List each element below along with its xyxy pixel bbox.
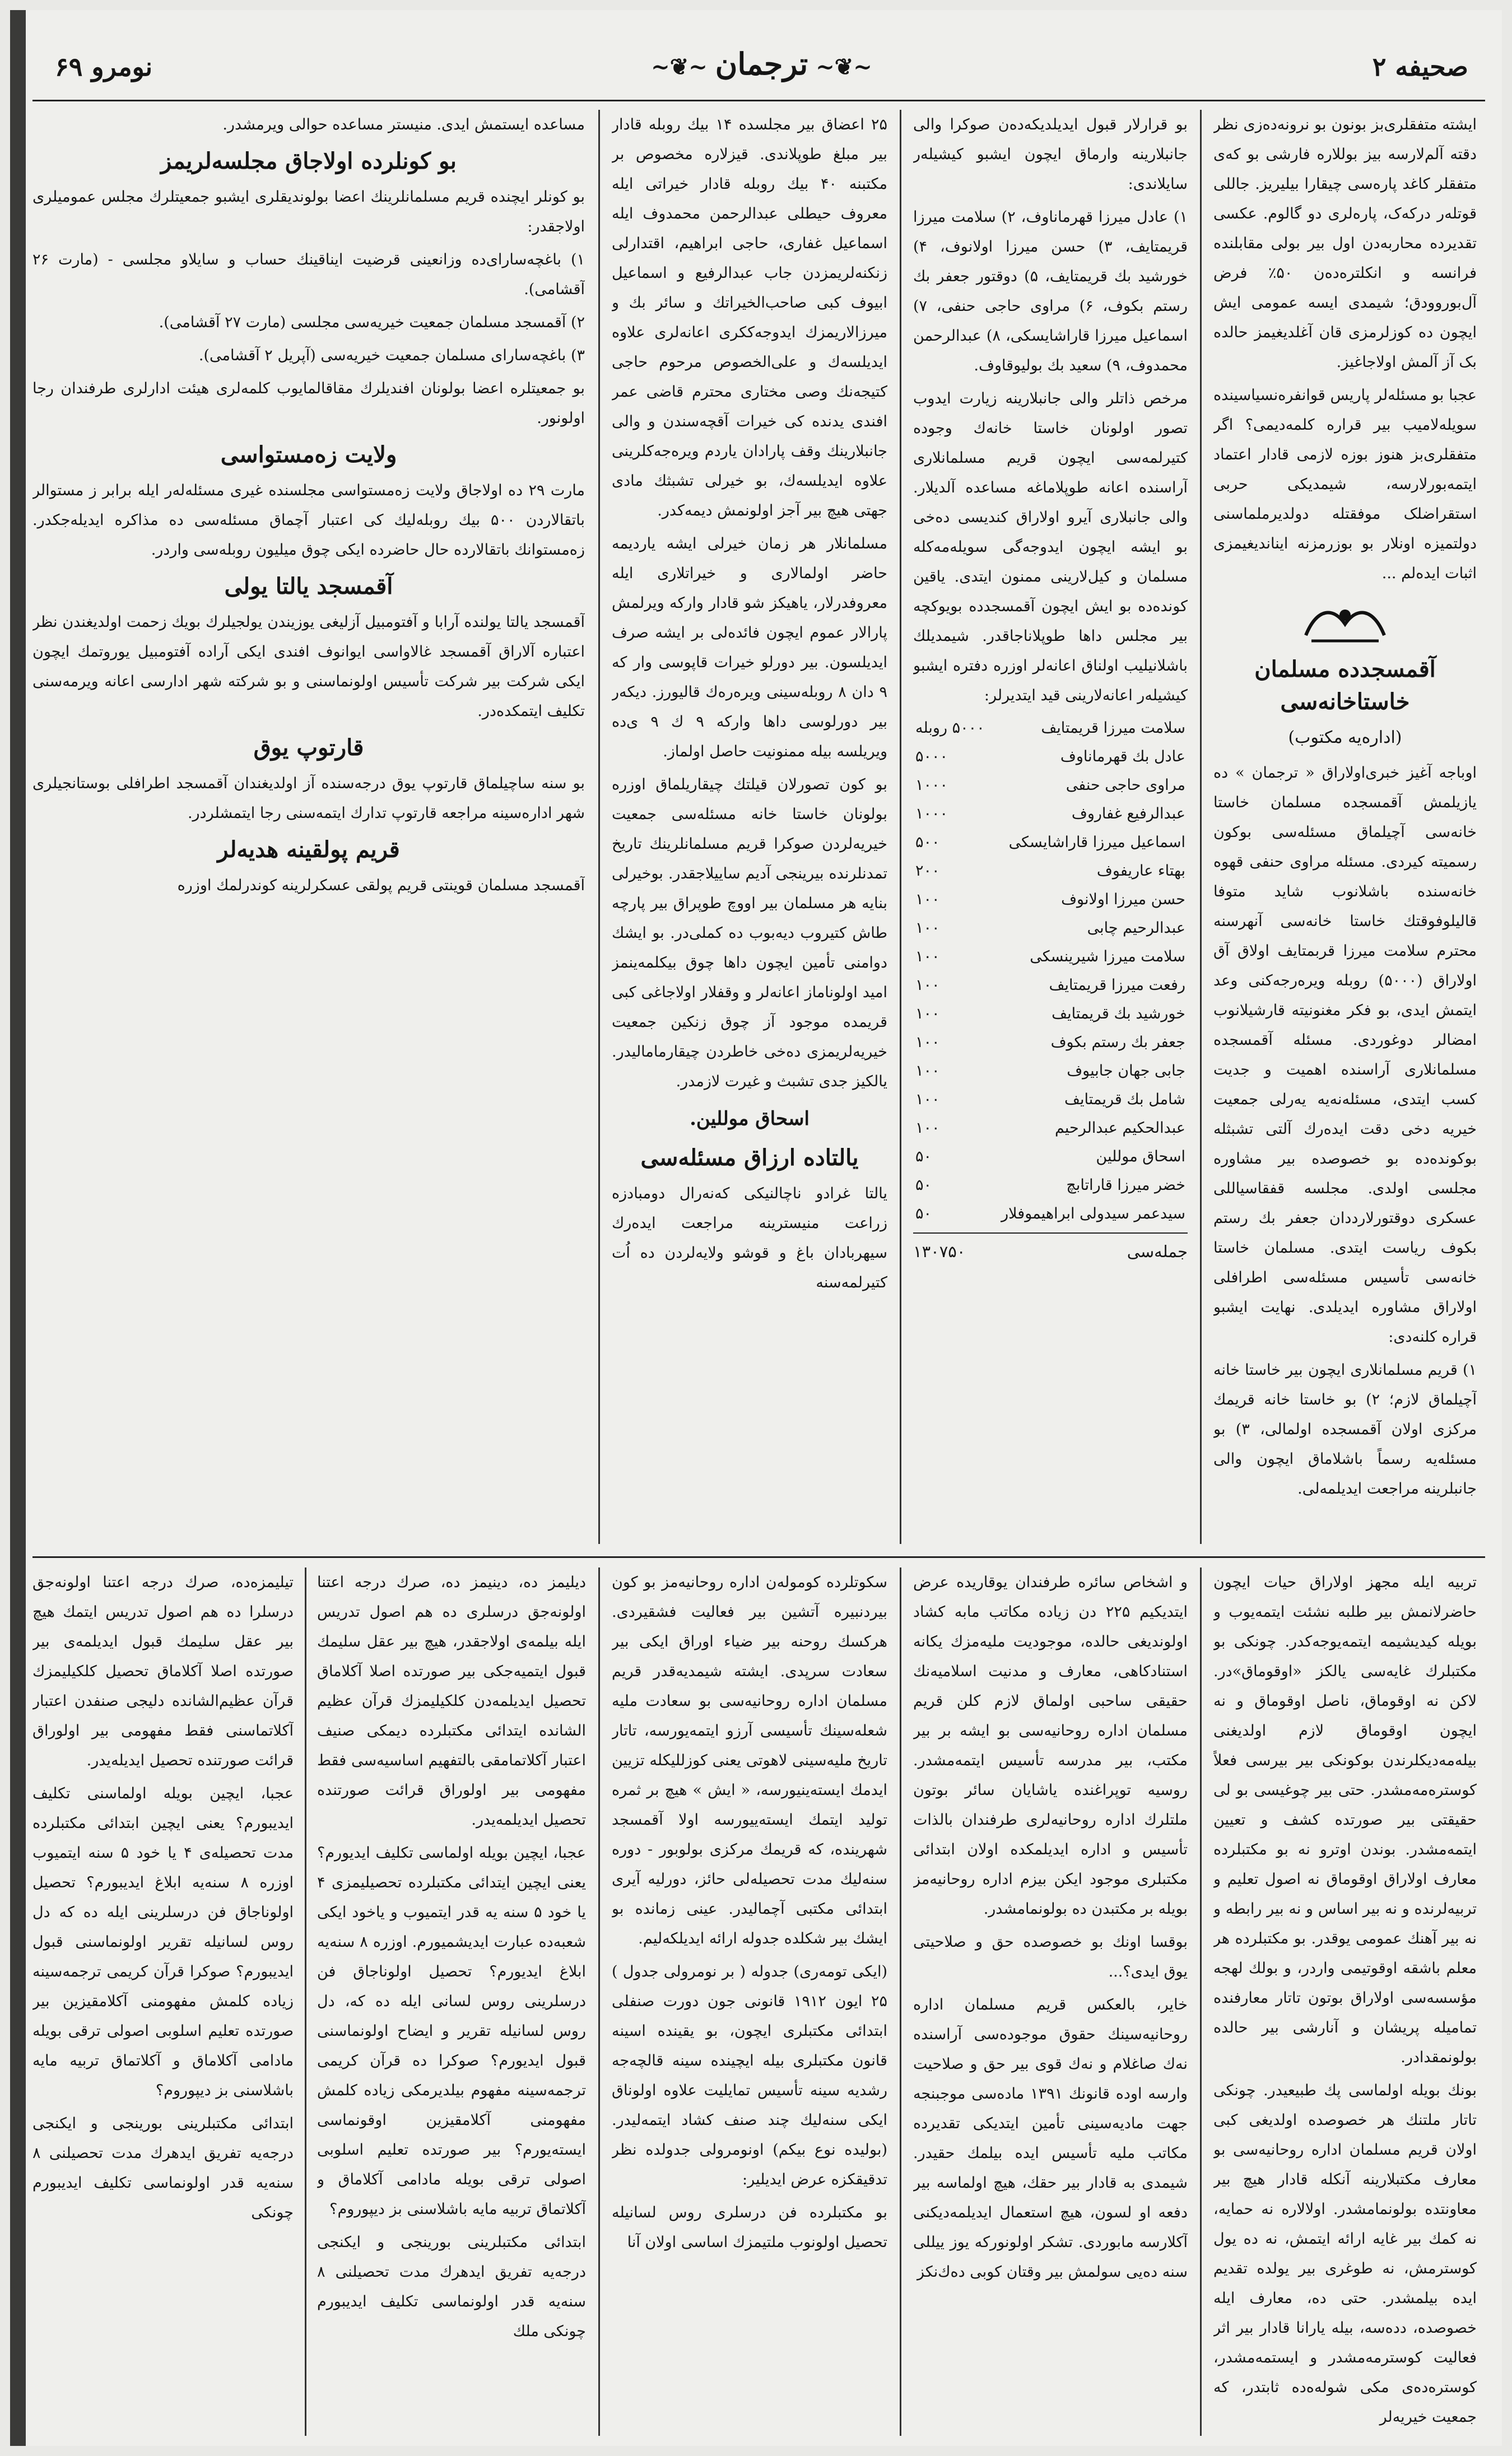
bottom-column-4 xyxy=(317,1567,586,2436)
paragraph: مرخص ذاتلر والی جانبلارینه زیارت ایدوب تصور اولونان خاستا خانه‌ك وجوده کتیرلمه‌سی ایچون قریم مسلمانلاری آراسنده اعانه طوپلاماغه مساعده آلدیلار. والی جانبلاری آیرو اولاراق کندیسی ده‌خی بو ایشه ایچون ایدوجه‌گی سویله‌مه‌کله مسلمان و کیل‌لارینی ممنون ایتدی. یاقین کونده‌ده بو ایش ایچون آقمسجدده بویوکچه بیر مجلس داها طوپلاناجاقدر. شیمدیلك باشلانیلیب اولناق اعانه‌لر اوزره دفتره ایشبو کیشیله‌ر اعانه‌لارینی قید ایتدیرلر: xyxy=(913,390,1188,704)
donation-row xyxy=(913,771,1188,799)
donation-amount: ۱۰۰ xyxy=(915,1034,940,1051)
section-rule xyxy=(32,1556,1485,1558)
donation-row xyxy=(913,714,1188,742)
paragraph: بو کونلر ایچنده قریم مسلمانلرینك اعضا بولوندیقلری ایشبو جمعیتلرك مجلس عمومیلری اولاجقدر: xyxy=(32,188,585,235)
bottom-column-3 xyxy=(612,1567,887,2436)
paragraph: مسلمانلار هر زمان خیرلی ایشه یاردیمه حاضر اولمالاری و خیراتلاری ایله معروفدرلار، یاهیکز شو قادار وارکه ویرلمش پارالار عموم ایچون فائده‌لی بر ایشه صرف ایدیلسون. بیر دورلو خیرات قاپوسی وار که ۹ دان ۸ روبله‌سینی ویره‌ره‌ك قالیورز. دیکه‌ر بیر دورلوسی داها وارکه ۹ ك ۹ ی‌ده ویریلسه بیله ممنونیت حاصل اولماز. xyxy=(612,535,887,760)
donation-amount: ۱۰۰ xyxy=(915,891,940,908)
donation-amount: ۲۰۰ xyxy=(915,862,940,880)
paragraph: یالتا غرادو ناچالنیکی که‌نه‌رال دومبادزه زراعت منیسترینه مراجعت ایده‌رك سیهربادان باغ و قوشو ولایه‌لردن ده اُت کتیرلمه‌سنه xyxy=(612,1185,887,1291)
donor-name: خضر میرزا قاراتابچ xyxy=(1066,1176,1185,1194)
paragraph: ابتدائی مکتبلرینی بورینجی و ایکنجی درجه‌یه تفریق ایدهرك مدت تحصیلنی ۸ سنه‌یه قدر اولونماسی تکلیف ایدیبورم چونکی ملك xyxy=(317,2234,586,2340)
total-value: ۱۳۰۷۵۰ xyxy=(913,1242,966,1261)
paragraph: مساعده ایستمش ایدی. منیستر مساعده حوالی ویرمشدر. xyxy=(222,116,585,133)
donation-row xyxy=(913,971,1188,999)
donor-name: جعفر بك رستم بکوف xyxy=(1050,1034,1185,1051)
donation-row xyxy=(913,1057,1188,1085)
paragraph: بو قرارلار قبول ایدیلدیکه‌ده‌ن صوکرا والی جانبلارینه وارماق ایچون ایشبو کیشیله‌ر سایلاندی: xyxy=(913,116,1188,193)
donation-amount: ۵۰ xyxy=(915,1148,932,1165)
crimea-emblem-icon xyxy=(1295,596,1395,648)
paragraph: ۱) باغچه‌سارای‌ده وزانعینی قرضیت ایناقینك حساب و سایلاو مجلسی - (مارت ۲۶ آقشامی). xyxy=(32,251,585,298)
paragraph: ۱) عادل میرزا قهرماناوف، ۲) سلامت میرزا قریمتایف، ۳) حسن میرزا اولانوف، ۴) خورشید بك قریمتایف، ۵) دوقتور جعفر بك رستم بکوف، ۶) مراوی حاجی حنفی، ۷) اسماعیل میرزا قاراشایسکی، ۸) عبدالرحمن محمدوف، ۹) سعید بك بولیوقاوف. xyxy=(913,208,1188,374)
donation-row xyxy=(913,1171,1188,1199)
paragraph: آقمسجد یالتا یولنده آرابا و آفتومبیل آزلیغی یوزیندن یولجیلرك بویك زحمت اولدیغندن نظر اعتباره آلاراق آقمسجد غالاواسی ایوانوف افندی ایکی آراده آفتومبیل یوروتمك ایچون ایکی شرکت بیر شرکت تأسیس اولونماسنی و بو شرکته شهر ادارسی اعانه ویرمه‌سنی تکلیف ایتمکده‌در. xyxy=(32,613,585,720)
donor-name: رفعت میرزا قریمتایف xyxy=(1049,976,1185,994)
donation-row xyxy=(913,999,1188,1028)
donation-amount: ۱۰۰ xyxy=(915,976,940,994)
paragraph: اوباجه آغیز خبری‌اولاراق « ترجمان » ده یازیلمش آقمسجده مسلمان خاستا خانه‌سی آچیلماق مسئله‌سی بوکون رسمیته کیردی. مسئله مراوی حنفی قهوه خانه‌سنده باشلانوب شاید متوفا قالیلوفوقتك خاستا خانه‌سی آنهرسنه محترم سلامت میرزا قربمتایف اولاق آق اولاراق (۵۰۰۰) روبله ویره‌رجه‌کنی وعد ایتمش ایدی، بو فکر مغنونیته قارشیلانوب امضالر دوغوردی. مسئله آقمسجده مسلمانلاری آراسنده اهمیت و جدیت کسب ایتدی، مسئله‌نه‌یه یه‌رلی جمعیت خیریه دخی دقت ایده‌رك آلتی تشبثله بوکونده‌ده بو خصوصده بیر مشاوره مجلسی اولدی. مجلسه قفقاسیاللی عسکری دوقتورلارددان جعفر بك رستم بکوف ریاست ایتدی. مسلمان خاستا خانه‌سی تأسیس مسئله‌سی اطرافلی اولاراق مشاوره ایدیلدی. نهایت ایشبو قراره کلنه‌دی: xyxy=(1213,764,1477,1346)
column-rule xyxy=(900,1567,901,2436)
paragraph: بو مکتبلرده فن درسلری روس لسانیله تحصیل اولونوب ملتیمزك اساسی اولان آنا xyxy=(612,2204,887,2251)
donor-name: عبدالرفیع غفاروف xyxy=(1071,805,1185,822)
donor-name: خورشید بك قریمتایف xyxy=(1052,1005,1185,1022)
donation-amount: ۱۰۰ xyxy=(915,919,940,937)
paragraph: عجبا، ایچین بویله اولماسنی تکلیف ایدیبورم؟ یعنی ایچین ابتدائی مکتبلرده مدت تحصیله‌ی ۴ یا خود ۵ سنه ایتمیوب اوزره ۸ سنه‌یه ابلاغ ایدیبورم؟ تحصیل اولوناجاق فن درسلرینی ایله ده که دل روس لسانیله تقریر اولونماسنی قبول ایدیبورم؟ صوکرا قرآن کریمی ترجمه‌سینه زیاده کلمش مفهومنی آکلامقیزین بیر صورتده تعلیم اسلوبی اصولی ترقی بویله مادامی آکلاماق و آکلاتماق تربیه مایه باشلاسنی بز دیپوروم؟ xyxy=(32,1785,294,2099)
donor-name: اسحاق موللین xyxy=(1096,1148,1185,1165)
paragraph: (ایکی تو‌مه‌ری) جدوله ( بر نومرولی جدول ) ۲۵ ایون ۱۹۱۲ قانونی جون دورت صنفلی ابتدائی مکتبلری ایچون، بو یقینده اسینه قانون مکتبلری بیله ایچینده سینه قالچه‌جه رشدیه سینه تأسیس تمایلیت علاوه اولوناق ایکی سنه‌لیك چند صنف کشاد ایتمه‌لیدر. (بولیده نوع بیکم) اونومرولی جدولده نظر تدقیقکزه عرض ایدیلیر: xyxy=(612,1963,887,2188)
bottom-column-5 xyxy=(32,1567,294,2436)
donor-name: مراوی حاجی حنفی xyxy=(1066,776,1185,794)
donor-name: اسماعیل میرزا قاراشایسکی xyxy=(1008,834,1185,851)
article-title: یالتاده ارزاق مسئله‌سی xyxy=(640,1145,859,1171)
page-header xyxy=(44,30,1480,103)
paragraph: عجبا بو مسئله‌لر پاریس قوانفره‌نسیاسینده سویله‌لامیب بیر قراره کلمه‌دیمی؟ اگر متفقلر‌ی‌بز هنوز بوزه لازمی قادار اعتماد ایتمه‌بورلارسه، شیمدیکی حربی استقراضلک موفقتله دولدیرملماسنی دولتمیزه اونلار بو بوزرمزنه ایناندیغیمزی اثبات ایده‌لم ... xyxy=(1213,387,1477,582)
donation-row xyxy=(913,742,1188,771)
article-title: قارتوپ یوق xyxy=(253,734,364,761)
column-rule xyxy=(1200,110,1202,1544)
paragraph: بونك بویله اولماسی پك طبیعیدر. چونکی تاتار ملتنك هر خصوصده اولدیغی کبی اولان قریم مسلمان اداره روحانیه‌سی بو معارف مکتبلارینه آنکله قادار هیچ بیر معاونتده بولونمامشدر. اولالاره نه حمایه، نه کمك بیر غایه ارائه ایتمش، نه ده یول کوسترمش، نه طوغری بیر یولده تقدیم ایده بیلمشدر. حتی ده، معارف ایله خصوصده، دده‌سه، بیله یارانا قادار بیر اثر فعالیت کوسترمه‌مشدر و ایستمه‌مشدر، کوستره‌ده‌ی مکی شوله‌ه‌ده ثابتدر، که جمعیت خیریه‌لر xyxy=(1213,2082,1477,2426)
column-rule xyxy=(305,1567,306,2436)
paragraph: ۱) قریم مسلمانلاری ایچون بیر خاستا خانه آچیلماق لازم؛ ۲) بو خاستا خانه قریمك مرکزی اولان آقمسجده اولمالی، ۳) بو مسئله‌یه رسماً باشلاماق ایچون والی جانبلرینه مراجعت ایدیلمه‌لی. xyxy=(1213,1361,1477,1497)
donation-row xyxy=(913,1142,1188,1171)
issue-number: نومرو ۶۹ xyxy=(55,52,153,82)
donor-name: عادل بك قهرماناوف xyxy=(1060,748,1185,765)
masthead: ~❦~ ترجمان ~❦~ xyxy=(643,46,880,82)
donation-row xyxy=(913,828,1188,857)
paragraph: ۲) آقمسجد مسلمان جمعیت خیریه‌سی مجلسی (مارت ۲۷ آقشامی). xyxy=(159,314,585,331)
paragraph: ۳) باغچه‌سارای مسلمان جمعیت خیریه‌سی (آپریل ۲ آقشامی). xyxy=(198,347,585,364)
donation-table xyxy=(913,714,1188,1228)
donor-name: سلامت میرزا شیرینسکی xyxy=(1030,948,1185,965)
donation-amount: ۵۰ xyxy=(915,1205,932,1222)
donation-amount: ۱۰۰ xyxy=(915,1062,940,1080)
article-subtitle: (اداره‌یه مکتوب) xyxy=(1288,728,1402,747)
donation-row xyxy=(913,799,1188,828)
donor-name: حسن میرزا اولانوف xyxy=(1061,891,1185,908)
donor-name: سلامت میرزا قریمتایف xyxy=(1041,719,1185,737)
article-title: ولایت زه‌مستواسی xyxy=(220,441,397,468)
paragraph: عجبا، ایچین بویله اولماسی تکلیف ایدیورم؟ یعنی ایچین ایتدائی مکتبلرده تحصیلیمزی ۴ یا خود ۵ سنه یه قدر ایتمیوب و یاخود ایکی شعبه‌ده عبارت ایدیشمیورم. اوزره ۸ سنه‌یه ابلاغ ایدیورم؟ تحصیل اولوناجاق فن درسلرینی روس لسانی ایله ده که، دل روس لسانیله تقریر و ایضاح اولونماسنی قبول ایدیورم؟ صوکرا ده قرآن کریمی ترجمه‌سینه مفهوم بیلدیرمکی زیاده کلمش مفهومنی آکلامقیزین اوقونماسی ایسته‌یورم؟ بیر صورتده تعلیم اسلوبی اصولی ترقی بویله مادامی آکلاماق و آکلاتماق تربیه مایه باشلاسنی بز دیپوروم؟ xyxy=(317,1844,586,2218)
paragraph: ایشته متفقلری‌بز بونون بو نرونه‌ده‌زی نظر دقته آلم‌لارسه بیز بوللاره فارشی بو که‌ی متفقلر کاغد پاره‌سی چیقارا بیلیریز. جاللی قوتله‌ر درکه‌ک، پاره‌لری دو گالوم. عکسی تقدیرده محاربه‌دن اول بیر بولی مقابلنده فرانسه و انکلتره‌ده‌ن ۵۰٪ فرض آل‌بوروودق؛ شیمدی ایسه عمومی ایش ایچون ده کوزلرمزی قان آغلدیغیمز حالده بک آز آلمش اولاجاغیز. xyxy=(1213,116,1477,371)
page-number: صحیفه ۲ xyxy=(1372,52,1468,82)
donation-amount: ۱۰۰۰ xyxy=(915,776,948,794)
donation-row xyxy=(913,942,1188,971)
donation-total xyxy=(913,1232,1188,1267)
paragraph: ۲۵ اعضاق بیر مجلسده ۱۴ بیك روبله قادار بیر مبلغ طوپلاندی. قیزلاره مخصوص بر مکتبنه ۴۰ بیك روبله قادار خیراتی ایله معروف حیطلی عبدالرحمن محمدوف ایله اسماعیل غفاری، حاجی ابراهیم، اقتدارلی زنکنه‌لریمزدن جاب عبدالرفیع و اسماعیل ابیوف کبی صاحب‌الخیراتك و سائر بك و میرزالاریمزك ایدوجه‌ککری اعانه‌لری علاوه ایدیلسه‌ك و علی‌الخصوص مرحوم حاجی کتیجه‌نك وصی مختاری محترم قاضی عمر افندی یدنده کی خیرات آقچه‌سندن و والی جانبلارینك وقف پارادان یاردم ویره‌جه‌کلرینی علاوه ایدیلسه‌ك، بو خیرلی تشبثك مادی جهتی هیچ بیر آجز اولونمش دیمه‌کدر. xyxy=(612,116,887,519)
donation-row xyxy=(913,1114,1188,1142)
paragraph: خایر، بالعکس قریم مسلمان اداره روحانیه‌سینك حقوق موجوده‌سی آراسنده نه‌ك صاغلام و نه‌ك قوی بیر حق و صلاحیت وارسه اوده قانونك ۱۳۹۱ ماده‌سی موجبنجه جهت مادیه‌سینی تأمین ایتدیکی تقدیرده مکاتب ملیه تأسیس ایده بیلمك حقیدر. شیمدی به قادار بیر حقك، هیچ اولماسه بیر دفعه او لسون، هیچ استعمال ایدیلمه‌دیکنی آکلارسه مابوردی. تشکر اولونورکه یوز ییللی سنه ده‌یی سولمش بیر وقتان کوبی ده‌ك‌نکز xyxy=(913,1996,1188,2281)
top-column-3 xyxy=(612,110,887,1544)
article-title: آقمسجدده مسلمان خاستاخانه‌سی xyxy=(1254,656,1436,715)
column-rule xyxy=(1200,1567,1202,2436)
paragraph: تیلیمزه‌ده، صرك درجه اعتنا اولونه‌جق درسلرا ده هم اصول تدریس ایتمك هیچ بیر عقل سلیمك قبول ایدیلمه‌ی بیر صورتده اصلا آکلاماق تحصیل کلکیلیمزك قرآن عظیم‌الشانده دلیجی صنفدن اعتبار آکلاتماسنی فقط مفهومی بیر اولوراق قرائت صورتنده تحصیل ایدیله‌یدر. xyxy=(32,1574,294,1769)
paragraph: مارت ۲۹ ده اولاجاق ولایت زه‌مستواسی مجلسنده غیری مسئله‌له‌ر ایله برابر ز مستوالر باتقالاردن ۵۰۰ بیك روبله‌لیك کی اعتبار آچماق مسئله‌سی ده مذاکره ایدیله‌جکدر. زه‌مستوانك باتقالارده حال حاضرده ایکی چوق میلیون روبله‌سی وار‌در. xyxy=(32,482,585,559)
paragraph: دیلیمز ده، دینیمز ده، صرك درجه اعتنا اولونه‌جق درسلری ده هم اصول تدریس ایله بیلمه‌ی اولاجقدر، هیچ بیر عقل سلیمك قبول ایتمیه‌جکی بیر صورتده اصلا آکلاماق تحصیل ایدیلمه‌دن کلکیلیمزك قرآن عظیم الشانده ایتدائی مکتبلرده دیمکی صنیف اعتبار آکلاتمامقی بالتفهیم اساسیه‌سی فقط مفهومی بیر اولوراق قرائت صورتنده تحصیل ایدیلمه‌یدر. xyxy=(317,1574,586,1829)
top-column-4 xyxy=(32,110,585,1544)
donation-row xyxy=(913,1028,1188,1057)
article-title: آقمسجد یالتا یولی xyxy=(224,573,393,599)
bottom-column-1 xyxy=(1213,1567,1477,2436)
donor-name: شامل بك قریمتایف xyxy=(1064,1091,1185,1108)
donation-row xyxy=(913,857,1188,885)
donation-amount: ۱۰۰ xyxy=(915,948,940,965)
donation-amount: ۵۰۰ xyxy=(915,834,940,851)
donation-row xyxy=(913,1085,1188,1114)
donation-amount: ۱۰۰ xyxy=(915,1091,940,1108)
article-title: قریم پولقینه هدیه‌لر xyxy=(217,836,400,863)
total-label: جمله‌سی xyxy=(1127,1242,1188,1261)
donor-name: سیدعمر سیدولی ابراهیموفلار xyxy=(1001,1205,1185,1222)
paragraph: آقمسجد مسلمان قوینتی قریم پولقی عسکرلرینه کوندرلمك اوزره xyxy=(177,877,585,894)
header-rule xyxy=(32,100,1485,101)
donation-amount: ۱۰۰ xyxy=(915,1005,940,1022)
donation-amount: ۵۰۰۰ روبله xyxy=(915,719,985,737)
column-rule xyxy=(598,110,600,1544)
newspaper-page xyxy=(10,10,1502,2446)
paragraph: بو جمعیتلره اعضا بولونان افندیلرك مقاقالمایوب کلمه‌لری هیئت ادارلری طرفندان رجا اولونور. xyxy=(32,380,585,427)
paragraph: بو سنه ساچیلماق قارتوپ یوق درجه‌سنده آز اولدیغندان آقمسجد اطرافلی بوستانجیلری شهر اداره‌سینه مراجعه قارتوپ تدارك ایتمه‌سنی رجا ایتمشلردر. xyxy=(32,775,585,822)
donation-row xyxy=(913,1199,1188,1228)
author-signature: اسحاق موللین. xyxy=(690,1108,809,1130)
donor-name: بهتاء عاریفوف xyxy=(1096,862,1185,880)
paragraph: سکوتلرده کوموله‌ن اداره روحانیه‌مز بو کون بیردنبیره آتشین بیر فعالیت فشقیردی. هرکسك روحنه بیر ضیاء اوراق ایکی بیر سعادت سرپدی. ایشته شیمدیه‌قدر قریم مسلمان اداره روحانیه‌سی بو سعادت ملیه شعله‌سینك تأسیسی آرزو ایتمه‌یورسه، تاتار تاریخ ملیه‌سینی لاهوتی یعنی کوزللیکله تزیین ایدمك ایسته‌ینیورسه، « ایش » هیچ بر ثمره تولید ایتمك ایسته‌ییورسه اولا آقمسجد شهرینده، که قریمك مرکزی بولوبور - دوره سنه‌لیك مدت تحصیله‌لی حائز، دورلیه آیری ابتدائی مکتبی آچمالیدر. عینی زمانده بو ایشك بیر شکلده جدوله ارائه ایدیلکه‌لیم. xyxy=(612,1574,887,1947)
donor-name: جابی جهان جابیوف xyxy=(1067,1062,1185,1080)
paragraph: ابتدائی مکتبلرینی بورینجی و ایکنجی درجه‌یه تفریق ایدهرك مدت تحصیلنی ۸ سنه‌یه قدر اولونماسی تکلیف ایدیبورم چونکی xyxy=(32,2115,294,2221)
paragraph: بوقسا اونك بو خصوصده حق و صلاحیتی یوق ایدی؟... xyxy=(913,1933,1188,1980)
donation-row xyxy=(913,885,1188,914)
paragraph: تربیه ایله مجهز اولاراق حیات ایچون حاضرلانمش بیر طلبه نشئت ایتمه‌یوب و بویله کیدیشیمه ایتمه‌یوجه‌کدر. چونکی بو مکتبلرك غایه‌سی یالکز «اوقوماق»‌در. لاکن نه اوقوماق، ناصل اوقوماق و نه ایچون اوقوماق لازم اولدیغنی بیله‌مه‌دیکلرندن بوکونکی بیر بیرسی فعلاً کوستره‌مه‌مشدر. حتی بیر چوغیسی بو لی حقیقتی بیر صورتده کشف و تعیین ایتمه‌مشدر. بوندن اوترو نه بو مکتبلرده معارف اولاراق اوقوماق نه اصول تعلیم و تربیه‌لرنده و نه بیر اساس و نه بیر رابطه و نه بیر آهنك عمومی یوقدر. بو مکتبلرده هر معلم باشقه اوقوتیمی واردر، و بولك لهجه مؤسسه‌سی اولاراق بوتون تاتار معارفنده تمامیله پریشان و آنارشی بیر حالده بولونمقدادر. xyxy=(1213,1574,1477,2066)
column-rule xyxy=(598,1567,600,2436)
donation-amount: ۵۰۰۰ xyxy=(915,748,948,765)
top-column-2 xyxy=(913,110,1188,1544)
donation-amount: ۵۰ xyxy=(915,1176,932,1194)
bottom-column-2 xyxy=(913,1567,1188,2436)
paragraph: و اشخاص سائره طرفندان یوقاریده عرض ایتدیکیم ۲۲۵ دن زیاده مکاتب مابه کشاد اولوندیغی حالده، موجودیت ملیه‌مزك یکانه استنادکاهی، معارف و مدنیت اسلامیه‌نك حقیقی ساحبی اولماق لازم کلن قریم مسلمان اداره روحانیه‌سی بو ایشه بر بیر مکتب، بیر مدرسه تأسیس ایتمه‌مشدر. روسیه توپراغنده یاشایان سائر بوتون ملتلرك اداره روحانیه‌لری طرفندان بالذات تأسیس و اداره ایدیلمکده اولان ابتدائی مکتبلری موجود ایکن بیزم اداره روحانیه‌مز بویله بر مکتبدن ده بولونمامشدر. xyxy=(913,1574,1188,1918)
donor-name: عبدالحکیم عبدالرحیم xyxy=(1054,1119,1185,1137)
donation-amount: ۱۰۰۰ xyxy=(915,805,948,822)
donation-amount: ۱۰۰ xyxy=(915,1119,940,1137)
donor-name: عبدالرحیم چابی xyxy=(1087,919,1185,937)
paragraph: بو کون تصورلان قیلتك چیقاریلماق اوزره بولونان خاستا خانه مسئله‌سی جمعیت خیریه‌لردن صوکرا قریم مسلمانلرینك تاریخ تمدنلرنده بیرینجی آدیم ساییلاجقدر. بوخیرلی بنایه هر مسلمان بیر اووچ طوپراق بیر پارچه طاش کتیروب دیه‌بوب ده کملی‌در. بو ایشك دوامنی تأمین ایچون داها چوق بیکلمه‌ینمز امید اولوناماز اعانه‌لر و وقفلار اولاجاغی کبی قریمده موجود آز چوق زنکین جمعیت خیریه‌لریمزی ده‌خی خاطردن چیقارمامالیدر. یالکیز جدی تشبث و غیرت لازمدر. xyxy=(612,776,887,1090)
top-column-1 xyxy=(1213,110,1477,1544)
article-title: بو کونلرده اولاجاق مجلسه‌لریمز xyxy=(161,148,457,174)
binding-edge xyxy=(10,10,26,2446)
donation-row xyxy=(913,914,1188,942)
column-rule xyxy=(900,110,901,1544)
